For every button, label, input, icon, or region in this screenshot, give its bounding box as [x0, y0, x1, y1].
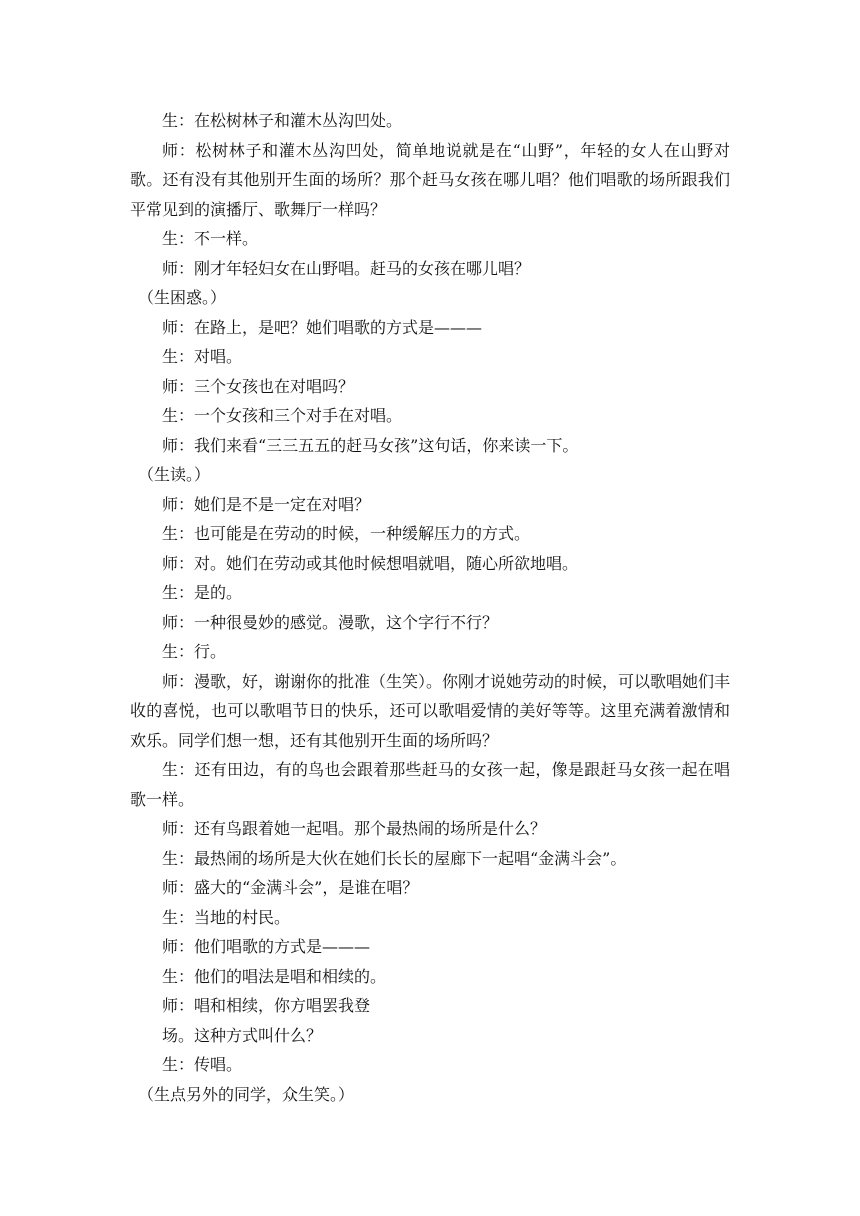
stage-note: （生点另外的同学，众生笑。） — [138, 1084, 355, 1104]
paragraph: 生：是的。 — [162, 583, 243, 602]
paragraph: 师：漫歌，好，谢谢你的批准（生笑）。你刚才说她劳动的时候，可以歌唱她们丰收的喜悦，也可以歌唱节日的快乐，还可以歌唱爱情的美好等等。这里充满着激情和欢乐。同学们想一想，还有其他别开生面的场所吗？ — [130, 671, 731, 750]
transcript-body — [130, 106, 730, 1109]
paragraph: 生：传唱。 — [162, 1055, 243, 1074]
paragraph: 生：当地的村民。 — [162, 907, 291, 927]
paragraph: 师：刚才年轻妇女在山野唱。赶马的女孩在哪儿唱？ — [162, 258, 531, 278]
paragraph: 师：三个女孩也在对唱吗？ — [162, 376, 355, 396]
paragraph: 生：不一样。 — [162, 229, 259, 248]
paragraph: 场。这种方式叫什么？ — [162, 1025, 323, 1045]
paragraph: 生：一个女孩和三个对手在对唱。 — [162, 406, 403, 425]
paragraph: 师：他们唱歌的方式是——— — [162, 937, 371, 956]
paragraph: 师：唱和相续，你方唱罢我登 — [162, 996, 371, 1015]
paragraph: 生：他们的唱法是唱和相续的。 — [162, 966, 387, 986]
stage-note: （生读。） — [138, 465, 211, 484]
paragraph: 师：对。她们在劳动或其他时候想唱就唱，随心所欲地唱。 — [162, 553, 579, 573]
paragraph: 师：松树林子和灌木丛沟凹处，简单地说就是在“山野”，年轻的女人在山野对歌。还有没有其他别开生面的场所？那个赶马女孩在哪儿唱？他们唱歌的场所跟我们平常见到的演播厅、歌舞厅一样吗？ — [130, 140, 730, 219]
stage-note: （生困惑。） — [138, 288, 227, 307]
paragraph: 生：在松树林子和灌木丛沟凹处。 — [162, 111, 403, 130]
paragraph: 师：我们来看“三三五五的赶马女孩”这句话，你来读一下。 — [162, 435, 579, 455]
paragraph: 师：一种很曼妙的感觉。漫歌，这个字行不行？ — [162, 612, 499, 632]
paragraph: 生：最热闹的场所是大伙在她们长长的屋廊下一起唱“金满斗会”。 — [162, 848, 627, 868]
paragraph: 师：在路上，是吧？她们唱歌的方式是——— — [162, 317, 483, 337]
paragraph: 生：也可能是在劳动的时候，一种缓解压力的方式。 — [162, 524, 531, 543]
paragraph: 生：还有田边，有的鸟也会跟着那些赶马的女孩一起，像是跟赶马女孩一起在唱歌一样。 — [130, 760, 730, 809]
paragraph: 师：盛大的“金满斗会”，是谁在唱？ — [162, 878, 419, 897]
paragraph: 生：对唱。 — [162, 347, 243, 366]
paragraph: 师：还有鸟跟着她一起唱。那个最热闹的场所是什么？ — [162, 819, 547, 838]
paragraph: 师：她们是不是一定在对唱？ — [162, 494, 371, 514]
paragraph: 生：行。 — [162, 642, 227, 661]
